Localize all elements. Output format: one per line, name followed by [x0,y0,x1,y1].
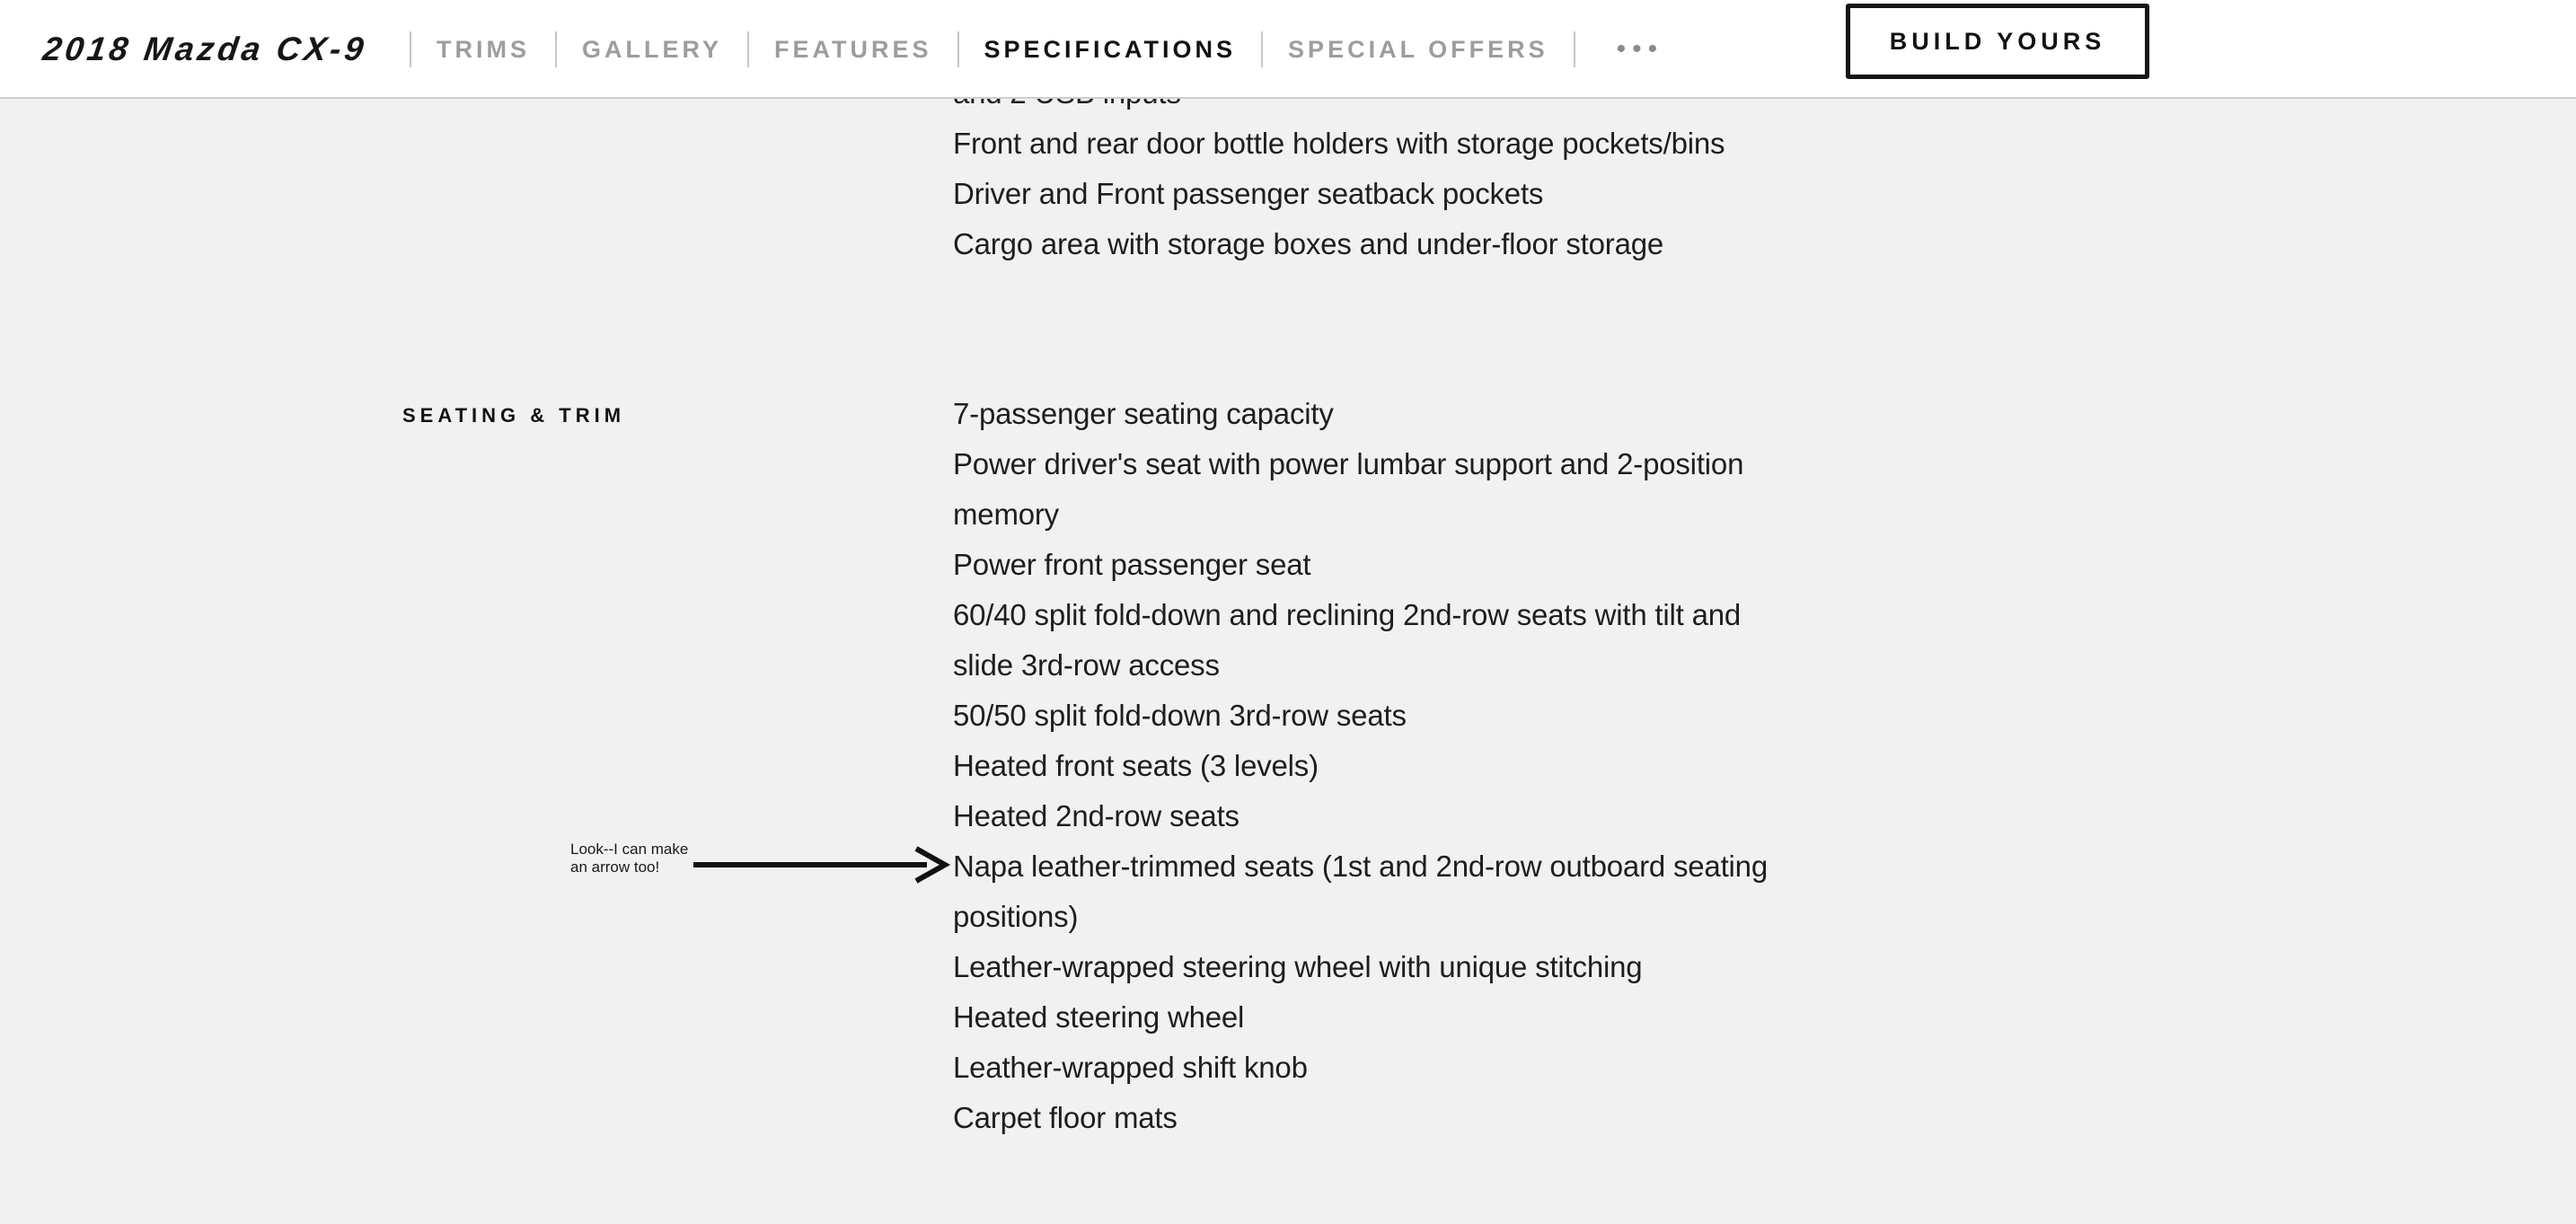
nav-item[interactable] [1261,0,1574,99]
nav-item-label: GALLERY [582,35,722,63]
spec-line: Leather-wrapped shift knob [953,1051,1308,1084]
spec-line: positions) [953,900,1079,933]
spec-line: Heated front seats (3 levels) [953,749,1319,782]
nav-item[interactable] [410,0,555,99]
spec-line: Power front passenger seat [953,548,1311,581]
nav-item[interactable] [957,0,1262,99]
spec-line: Heated 2nd-row seats [953,799,1239,832]
seating-trim-heading: SEATING & TRIM [402,404,626,427]
build-yours-button[interactable]: BUILD YOURS [1846,4,2149,79]
spec-line: 7-passenger seating capacity [953,397,1334,430]
primary-nav [410,0,1663,99]
annotation-note [570,841,688,876]
spec-line: slide 3rd-row access [953,648,1220,682]
spec-line: Heated steering wheel [953,1000,1245,1034]
nav-item-label: SPECIAL OFFERS [1288,35,1548,63]
spec-line: Cargo area with storage boxes and under-floor storage [953,227,1664,260]
spec-line: 50/50 split fold-down 3rd-row seats [953,699,1407,732]
nav-item-label: FEATURES [774,35,932,63]
nav-item[interactable] [747,0,957,99]
spec-line: Napa leather-trimmed seats (1st and 2nd-row outboard seating [953,850,1768,883]
spec-line: memory [953,498,1059,531]
annotation-text-line-2: an arrow too! [570,859,660,876]
spec-line: 60/40 split fold-down and reclining 2nd-row seats with tilt and [953,598,1742,631]
spec-line: Carpet floor mats [953,1101,1178,1134]
nav-item[interactable] [555,0,747,99]
arrow-right-icon [692,844,952,885]
site-header [0,0,2576,99]
nav-item-label: TRIMS [437,35,530,63]
annotation-text-line-1: Look--I can make [570,841,689,858]
seating-trim-lines [953,389,1768,1143]
more-menu-button[interactable]: ••• [1575,36,1664,63]
spec-line: Leather-wrapped steering wheel with unique stitching [953,950,1643,983]
brand-logo[interactable]: 2018 Mazda CX-9 [40,31,370,67]
nav-items [410,0,1574,99]
nav-item-label: SPECIFICATIONS [984,35,1237,63]
spec-line: Front and rear door bottle holders with storage pockets/bins [953,127,1725,160]
spec-line: Power driver's seat with power lumbar support and 2-position [953,447,1744,480]
spec-line: Driver and Front passenger seatback pockets [953,177,1544,210]
